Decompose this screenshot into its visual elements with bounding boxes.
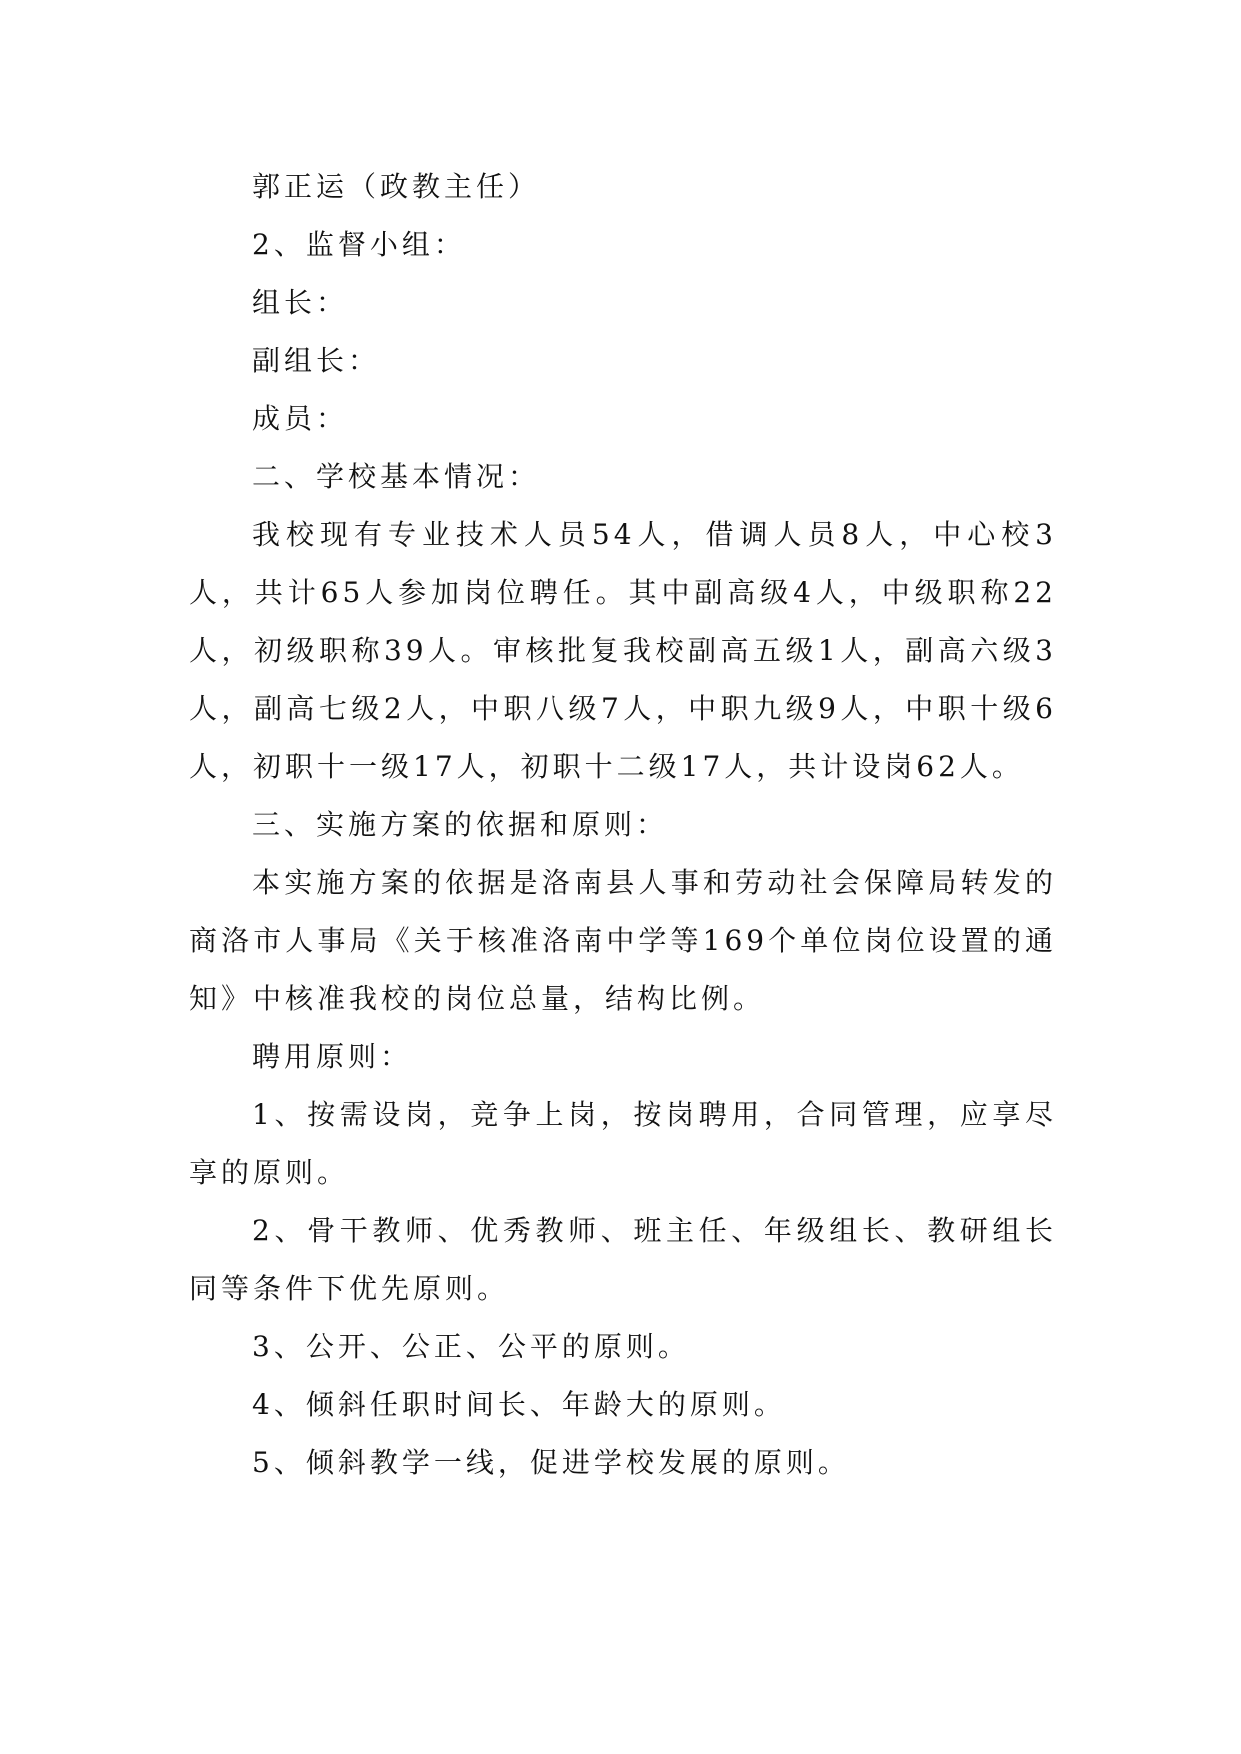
principle-item-1: 1、按需设岗，竞争上岗，按岗聘用，合同管理，应享尽享的原则。 (189, 1098, 1057, 1189)
hiring-principles-heading: 聘用原则： (252, 1040, 413, 1073)
supervision-group-heading: 2、监督小组： (252, 228, 466, 261)
principle-item-2: 2、骨干教师、优秀教师、班主任、年级组长、教研组长同等条件下优先原则。 (189, 1214, 1057, 1305)
section-heading-basis-principles: 三、实施方案的依据和原则： (252, 808, 669, 841)
basis-paragraph: 本实施方案的依据是洛南县人事和劳动社会保障局转发的商洛市人事局《关于核准洛南中学等169个单位岗位设置的通知》中核准我校的岗位总量，结构比例。 (189, 866, 1057, 1015)
principle-item-3: 3、公开、公正、公平的原则。 (252, 1330, 690, 1363)
school-info-paragraph: 我校现有专业技术人员54人，借调人员8人，中心校3人，共计65人参加岗位聘任。其中副高级4人，中级职称22人，初级职称39人。审核批复我校副高五级1人，副高六级3人，副高七级2人，中职八级7人，中职九级9人，中职十级6人，初职十一级17人，初职十二级17人，共计设岗62人。 (189, 518, 1057, 783)
members-line: 成员： (252, 402, 349, 435)
principle-item-5: 5、倾斜教学一线，促进学校发展的原则。 (252, 1446, 850, 1479)
member-line: 郭正运（政教主任） (252, 170, 541, 203)
section-heading-school-info: 二、学校基本情况： (252, 460, 541, 493)
document-body (189, 158, 1057, 1492)
group-leader-line: 组长： (252, 286, 349, 319)
principle-item-4: 4、倾斜任职时间长、年龄大的原则。 (252, 1388, 786, 1421)
deputy-leader-line: 副组长： (252, 344, 381, 377)
